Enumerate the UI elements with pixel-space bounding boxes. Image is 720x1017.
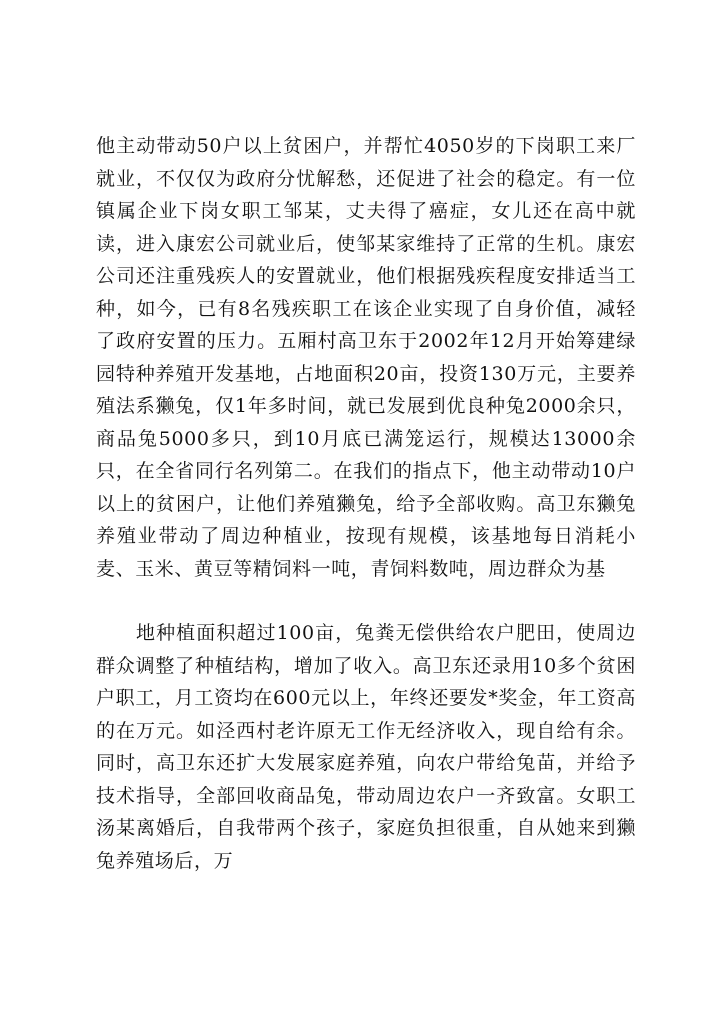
paragraph-2: 地种植面积超过100亩，兔粪无偿供给农户肥田，使周边群众调整了种植结构，增加了收入。高卫东还录用10多个贫困户职工，月工资均在600元以上，年终还要发*奖金，年工资高的在万元。如泾西村老许原无工作无经济收入，现自给有余。同时，高卫东还扩大发展家庭养殖，向农户带给兔苗，并给予技术指导，全部回收商品兔，带动周边农户一齐致富。女职工汤某离婚后，自我带两个孩子，家庭负担很重，自从她来到獭兔养殖场后，万 bbox=[96, 622, 636, 872]
body-text-block bbox=[96, 130, 636, 585]
paragraph-1: 他主动带动50户以上贫困户，并帮忙4050岁的下岗职工来厂就业，不仅仅为政府分忧解愁，还促进了社会的稳定。有一位镇属企业下岗女职工邹某，丈夫得了癌症，女儿还在高中就读，进入康宏公司就业后，使邹某家维持了正常的生机。康宏公司还注重残疾人的安置就业，他们根据残疾程度安排适当工种，如今，已有8名残疾职工在该企业实现了自身价值，减轻了政府安置的压力。五厢村高卫东于2002年12月开始筹建绿园特种养殖开发基地，占地面积20亩，投资130万元，主要养殖法系獭兔，仅1年多时间，就已发展到优良种兔2000余只，商品兔5000多只，到10月底已满笼运行，规模达13000余只，在全省同行名列第二。在我们的指点下，他主动带动10户以上的贫困户，让他们养殖獭兔，给予全部收购。高卫东獭兔养殖业带动了周边种植业，按现有规模，该基地每日消耗小麦、玉米、黄豆等精饲料一吨，青饲料数吨，周边群众为基 bbox=[96, 135, 636, 580]
body-text-block-2 bbox=[96, 617, 636, 877]
